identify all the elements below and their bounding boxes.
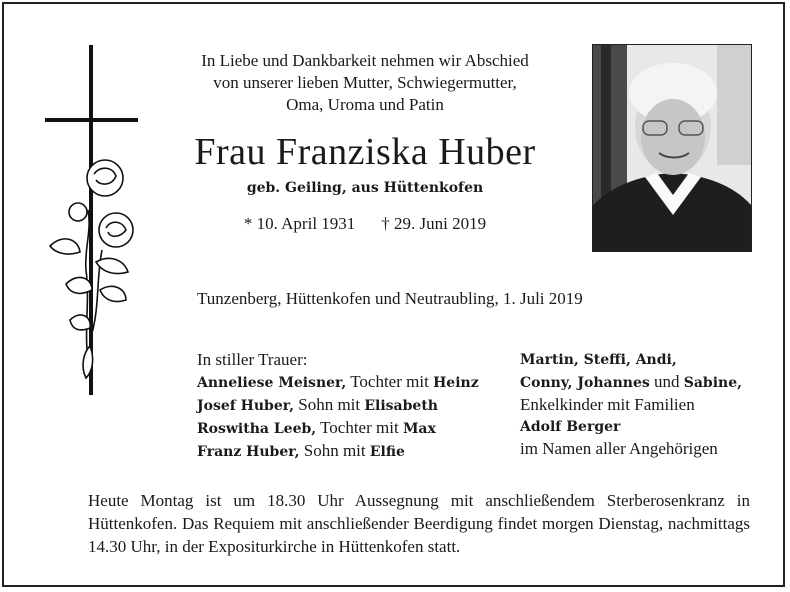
grandchildren-names-part: Sabine, bbox=[683, 375, 742, 391]
mourner-name: Franz Huber, bbox=[197, 444, 300, 460]
all-relatives-label: im Namen aller Angehörigen bbox=[520, 439, 718, 458]
grandchildren-names: Martin, Steffi, Andi, bbox=[520, 352, 677, 368]
mourner-row bbox=[197, 371, 479, 394]
grandchildren-names-part: Conny, Johannes bbox=[520, 375, 650, 391]
birth-date: * 10. April 1931 bbox=[243, 214, 356, 233]
mourner-relation: Sohn mit bbox=[299, 441, 370, 460]
mourner-partner: Elisabeth bbox=[364, 398, 438, 414]
mourner-name: Josef Huber, bbox=[197, 398, 294, 414]
conjunction: und bbox=[649, 372, 684, 391]
mourners-list-left bbox=[197, 349, 479, 463]
mourner-row bbox=[197, 417, 479, 440]
cross-with-roses-icon bbox=[40, 40, 150, 400]
portrait-image bbox=[593, 45, 751, 251]
grandchildren-label: Enkelkinder mit Familien bbox=[520, 395, 695, 414]
funeral-notice: Heute Montag ist um 18.30 Uhr Aussegnung mit anschließendem Sterberosenkranz in Hüttenkofen. Das Requiem mit anschließender Beerdigung findet morgen Dienstag, nachmittags 14.30 Uhr, in der Expositurkirche in Hüttenkofen statt. bbox=[88, 491, 750, 556]
intro-line: In Liebe und Dankbarkeit nehmen wir Abschied bbox=[201, 51, 529, 70]
deceased-name: Frau Franziska Huber bbox=[194, 131, 536, 173]
mourners-list-right bbox=[520, 349, 742, 460]
mourner-row bbox=[197, 394, 479, 417]
mourner-partner: Elfie bbox=[369, 444, 405, 460]
mourner-partner: Max bbox=[402, 421, 436, 437]
death-date: † 29. Juni 2019 bbox=[381, 214, 487, 233]
intro-line: von unserer lieben Mutter, Schwiegermutter, bbox=[213, 73, 517, 92]
mourner-name: Roswitha Leeb, bbox=[197, 421, 317, 437]
mourner-relation: Tochter mit bbox=[316, 418, 403, 437]
mourner-row bbox=[197, 440, 479, 463]
intro-text bbox=[160, 50, 570, 116]
grandchildren-names-2 bbox=[520, 371, 742, 394]
relative-name: Adolf Berger bbox=[520, 419, 621, 435]
birth-info: geb. Geiling, aus Hüttenkofen bbox=[246, 180, 484, 196]
place-and-date: Tunzenberg, Hüttenkofen und Neutraubling, 1. Juli 2019 bbox=[197, 289, 583, 308]
intro-line: Oma, Uroma und Patin bbox=[286, 95, 444, 114]
portrait-photo bbox=[592, 44, 752, 252]
mourner-relation: Tochter mit bbox=[346, 372, 434, 391]
mourner-name: Anneliese Meisner, bbox=[197, 375, 347, 391]
life-dates bbox=[140, 214, 590, 234]
mourner-partner: Heinz bbox=[433, 375, 479, 391]
mourning-heading: In stiller Trauer: bbox=[197, 350, 308, 369]
mourner-relation: Sohn mit bbox=[293, 395, 365, 414]
